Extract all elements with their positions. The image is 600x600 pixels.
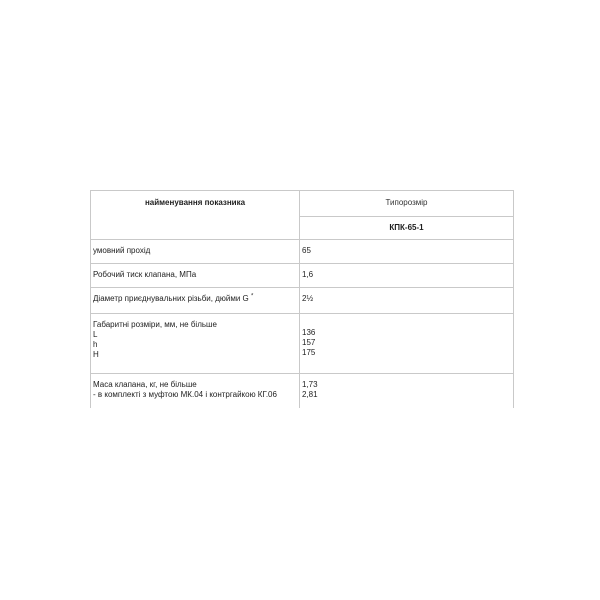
mass-with-fittings-value: 2,81 (302, 390, 318, 399)
row-value-working-pressure: 1,6 (300, 264, 514, 288)
table-row (91, 314, 514, 374)
header-type-size: Типорозмір (300, 191, 514, 217)
table-header-row (91, 191, 514, 217)
row-name-nominal-bore: умовний прохід (91, 240, 300, 264)
row-name-mass (91, 374, 300, 409)
thread-diameter-label: Діаметр приєднувальних різьби, дюйми G (93, 294, 249, 303)
row-value-thread-diameter: 2½ (300, 288, 514, 314)
row-value-dimensions (300, 314, 514, 374)
dimension-H-value: 175 (302, 348, 316, 357)
table-row (91, 374, 514, 409)
dimension-L-label: L (93, 330, 98, 339)
row-value-mass (300, 374, 514, 409)
dimension-L-value: 136 (302, 328, 316, 337)
row-value-nominal-bore: 65 (300, 240, 514, 264)
dimension-h-label: h (93, 340, 98, 349)
table-row (91, 264, 514, 288)
row-name-dimensions (91, 314, 300, 374)
specification-table (90, 190, 514, 408)
mass-with-fittings-label: - в комплекті з муфтою МК.04 і контргайкою КГ.06 (93, 390, 277, 399)
dimensions-title: Габаритні розміри, мм, не більше (93, 320, 217, 329)
header-parameter-name: найменування показника (91, 191, 300, 240)
mass-value: 1,73 (302, 380, 318, 389)
row-name-thread-diameter (91, 288, 300, 314)
dimension-h-value: 157 (302, 338, 316, 347)
row-name-working-pressure: Робочий тиск клапана, МПа (91, 264, 300, 288)
table-row (91, 288, 514, 314)
dimension-H-label: H (93, 350, 99, 359)
footnote-mark: * (250, 293, 254, 300)
header-model: КПК-65-1 (300, 217, 514, 240)
table-row (91, 240, 514, 264)
mass-title: Маса клапана, кг, не більше (93, 380, 197, 389)
